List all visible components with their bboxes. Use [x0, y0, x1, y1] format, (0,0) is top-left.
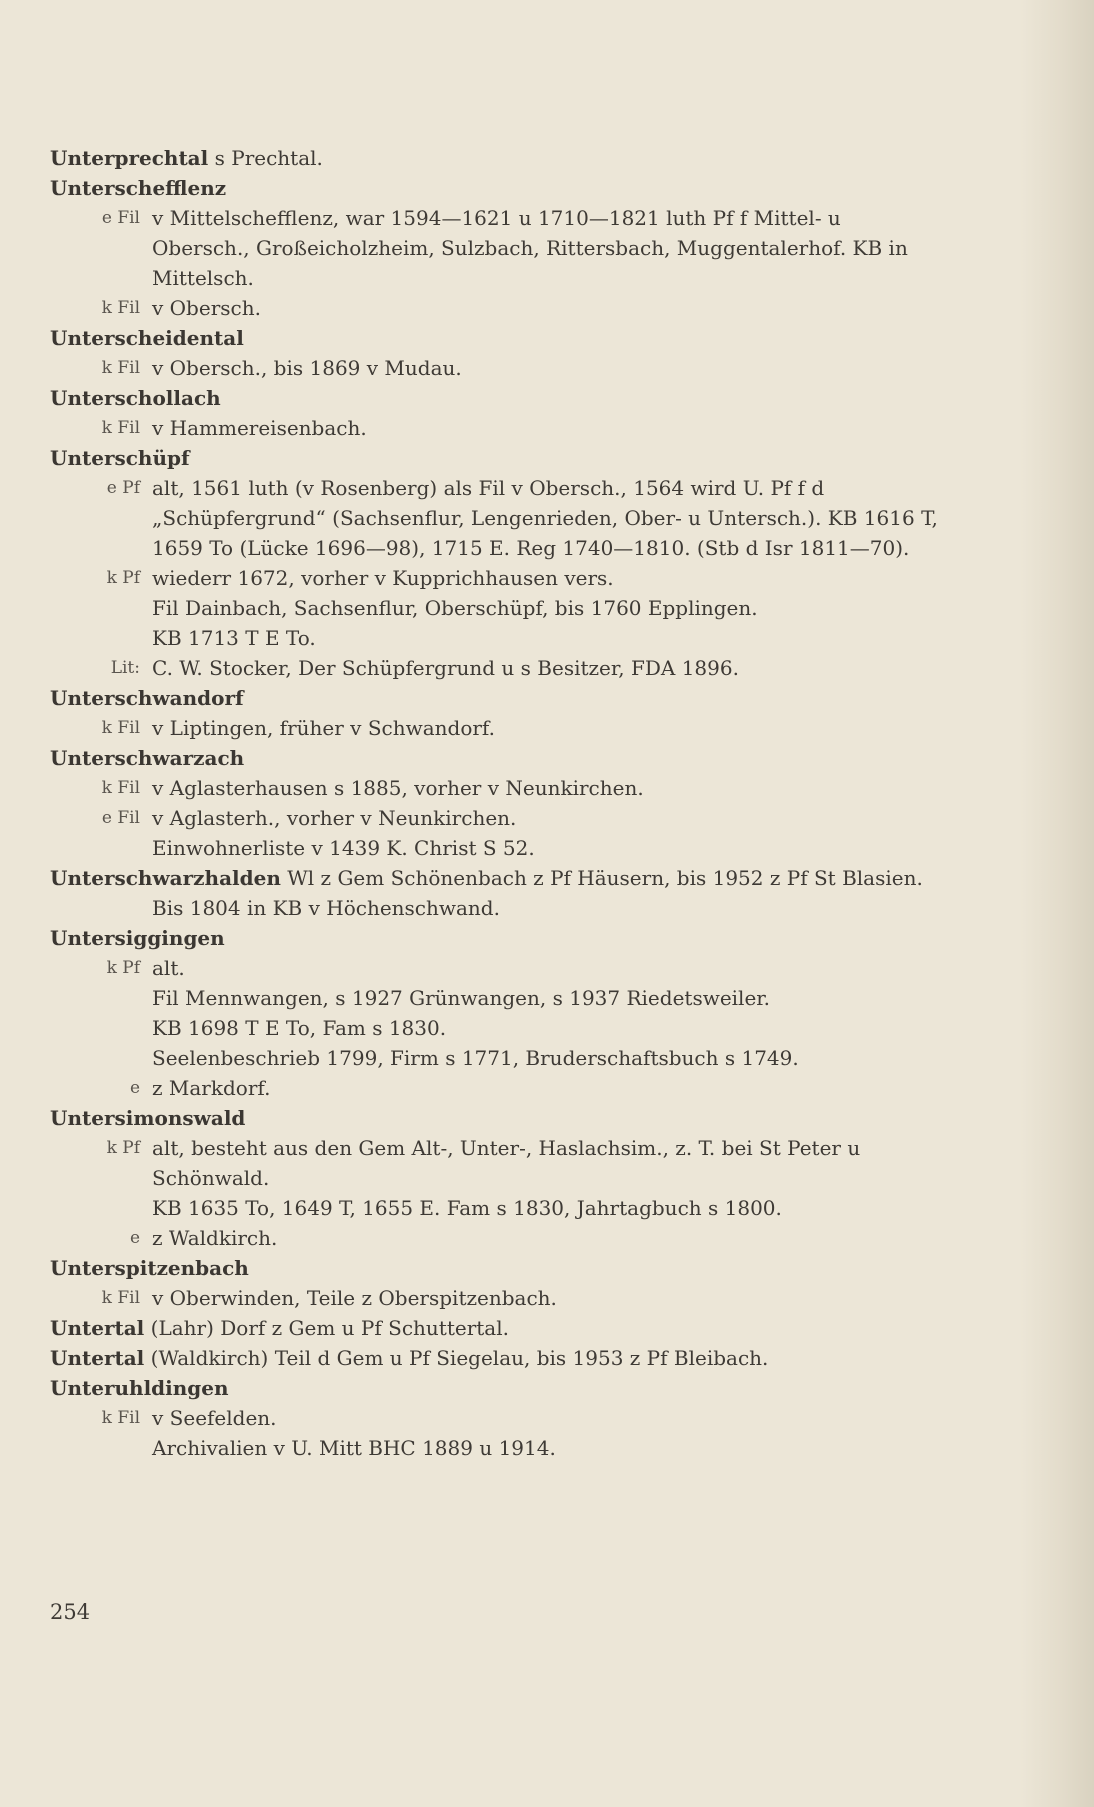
entry-heading-line: [50, 1313, 940, 1343]
entry-line: [50, 203, 940, 293]
entry-heading-line: [50, 143, 940, 173]
entry-line-label: k Pf: [106, 568, 140, 588]
entry-line-label: e Fil: [101, 808, 140, 828]
entry-line-label: k Fil: [101, 718, 140, 738]
entry-line: [50, 1223, 940, 1253]
entry-heading: Unterschwarzach: [50, 746, 245, 770]
entry-heading-text: (Lahr) Dorf z Gem u Pf Schuttertal.: [150, 1316, 509, 1340]
page-number: 254: [50, 1600, 91, 1624]
entry-line-text: KB 1698 T E To, Fam s 1830.: [152, 1016, 447, 1040]
entry-line-label: Lit:: [110, 658, 140, 678]
entry: [50, 1373, 940, 1463]
entry-heading-text: (Waldkirch) Teil d Gem u Pf Siegelau, bis 1953 z Pf Bleibach.: [150, 1346, 769, 1370]
entry-line-label: k Fil: [101, 1288, 140, 1308]
entry-line-text: v Mittelschefflenz, war 1594—1621 u 1710—1821 luth Pf f Mittel- u Obersch., Großeicholzheim, Sulzbach, Rittersbach, Muggentalerhof. KB in Mittelsch.: [152, 206, 908, 290]
entry-line: [50, 653, 940, 683]
entry-line: [50, 593, 940, 623]
entry-line-text: wiederr 1672, vorher v Kupprichhausen vers.: [152, 566, 614, 590]
entry-line-text: Einwohnerliste v 1439 K. Christ S 52.: [152, 836, 535, 860]
entry-heading-text: s Prechtal.: [214, 146, 323, 170]
entry-line: [50, 413, 940, 443]
entry-line-label: e Pf: [106, 478, 140, 498]
entry: [50, 1103, 940, 1253]
entry-line: [50, 773, 940, 803]
entry-line-text: Fil Mennwangen, s 1927 Grünwangen, s 1937 Riedetsweiler.: [152, 986, 771, 1010]
entry: [50, 383, 940, 443]
entry-line: [50, 1283, 940, 1313]
entry-line-text: z Markdorf.: [152, 1076, 271, 1100]
entry-heading: Unterschefflenz: [50, 176, 227, 200]
entry-heading: Unterschollach: [50, 386, 221, 410]
entry-heading: Unterschüpf: [50, 446, 190, 470]
entry-heading: Untertal: [50, 1346, 145, 1370]
entry-line-label: k Pf: [106, 958, 140, 978]
entry-line-text: alt, 1561 luth (v Rosenberg) als Fil v Obersch., 1564 wird U. Pf f d „Schüpfergrund“ (Sachsenflur, Lengenrieden, Ober- u Untersch.). KB 1616 T, 1659 To (Lücke 1696—98), 1715 E. Reg 1740—1810. (Stb d Isr 1811—70).: [152, 476, 938, 560]
entry-line-label: k Pf: [106, 1138, 140, 1158]
entry-line-text: v Obersch., bis 1869 v Mudau.: [152, 356, 462, 380]
entry-line: [50, 1403, 940, 1433]
entry: [50, 743, 940, 863]
entry-heading: Unterspitzenbach: [50, 1256, 249, 1280]
entry-line: [50, 1013, 940, 1043]
entry-heading: Unterprechtal: [50, 146, 209, 170]
entry-heading: Untersiggingen: [50, 926, 225, 950]
entry-line-text: Seelenbeschrieb 1799, Firm s 1771, Bruderschaftsbuch s 1749.: [152, 1046, 799, 1070]
entry-line: [50, 713, 940, 743]
entry: [50, 173, 940, 323]
entry-line-text: v Liptingen, früher v Schwandorf.: [152, 716, 495, 740]
entry-line: [50, 1133, 940, 1193]
entry-line-text: v Oberwinden, Teile z Oberspitzenbach.: [152, 1286, 557, 1310]
entry-line-text: z Waldkirch.: [152, 1226, 278, 1250]
entry-heading-line: [50, 863, 940, 923]
entry-line: [50, 1433, 940, 1463]
entry-line-text: Archivalien v U. Mitt BHC 1889 u 1914.: [152, 1436, 556, 1460]
entry-line: [50, 983, 940, 1013]
entry-line-label: e: [129, 1078, 140, 1098]
page-edge-shadow: [1020, 0, 1094, 1807]
entry-line-label: k Fil: [101, 778, 140, 798]
entry-line-text: Fil Dainbach, Sachsenflur, Oberschüpf, bis 1760 Epplingen.: [152, 596, 758, 620]
entry-line: [50, 1043, 940, 1073]
entry-heading: Unterschwandorf: [50, 686, 244, 710]
entry-line-label: k Fil: [101, 298, 140, 318]
entry-line: [50, 1193, 940, 1223]
entry-line: [50, 833, 940, 863]
entry: [50, 143, 940, 173]
entry: [50, 863, 940, 923]
entry-line-text: v Obersch.: [152, 296, 261, 320]
entry-line-label: e: [129, 1228, 140, 1248]
entry-heading: Untersimonswald: [50, 1106, 246, 1130]
entry-line: [50, 803, 940, 833]
entry-line-text: v Seefelden.: [152, 1406, 277, 1430]
entry-line: [50, 563, 940, 593]
entry-line: [50, 293, 940, 323]
entry: [50, 443, 940, 683]
entry: [50, 1313, 940, 1343]
entry-line-text: KB 1713 T E To.: [152, 626, 316, 650]
entry-line: [50, 353, 940, 383]
entry-heading: Unterschwarzhalden: [50, 866, 281, 890]
entry: [50, 923, 940, 1103]
entry-line: [50, 623, 940, 653]
entry-line-text: v Aglasterh., vorher v Neunkirchen.: [152, 806, 517, 830]
entry-line-text: v Aglasterhausen s 1885, vorher v Neunkirchen.: [152, 776, 644, 800]
entry-line-text: v Hammereisenbach.: [152, 416, 367, 440]
entry-heading: Unteruhldingen: [50, 1376, 229, 1400]
entry: [50, 683, 940, 743]
entry-line: [50, 953, 940, 983]
entry: [50, 1343, 940, 1373]
entry-line-text: C. W. Stocker, Der Schüpfergrund u s Besitzer, FDA 1896.: [152, 656, 739, 680]
entry-line-label: k Fil: [101, 1408, 140, 1428]
gazetteer-entries: [50, 143, 940, 1463]
entry-line-text: KB 1635 To, 1649 T, 1655 E. Fam s 1830, Jahrtagbuch s 1800.: [152, 1196, 782, 1220]
entry-line: [50, 473, 940, 563]
entry-heading: Untertal: [50, 1316, 145, 1340]
entry-heading-text: Wl z Gem Schönenbach z Pf Häusern, bis 1952 z Pf St Blasien. Bis 1804 in KB v Höchenschwand.: [152, 866, 923, 920]
entry-heading-line: [50, 1343, 940, 1373]
entry-line-label: k Fil: [101, 418, 140, 438]
entry: [50, 323, 940, 383]
entry-heading: Unterscheidental: [50, 326, 244, 350]
entry-line-text: alt.: [152, 956, 185, 980]
entry: [50, 1253, 940, 1313]
entry-line-label: k Fil: [101, 358, 140, 378]
entry-line: [50, 1073, 940, 1103]
entry-line-text: alt, besteht aus den Gem Alt-, Unter-, Haslachsim., z. T. bei St Peter u Schönwald.: [152, 1136, 861, 1190]
entry-line-label: e Fil: [101, 208, 140, 228]
